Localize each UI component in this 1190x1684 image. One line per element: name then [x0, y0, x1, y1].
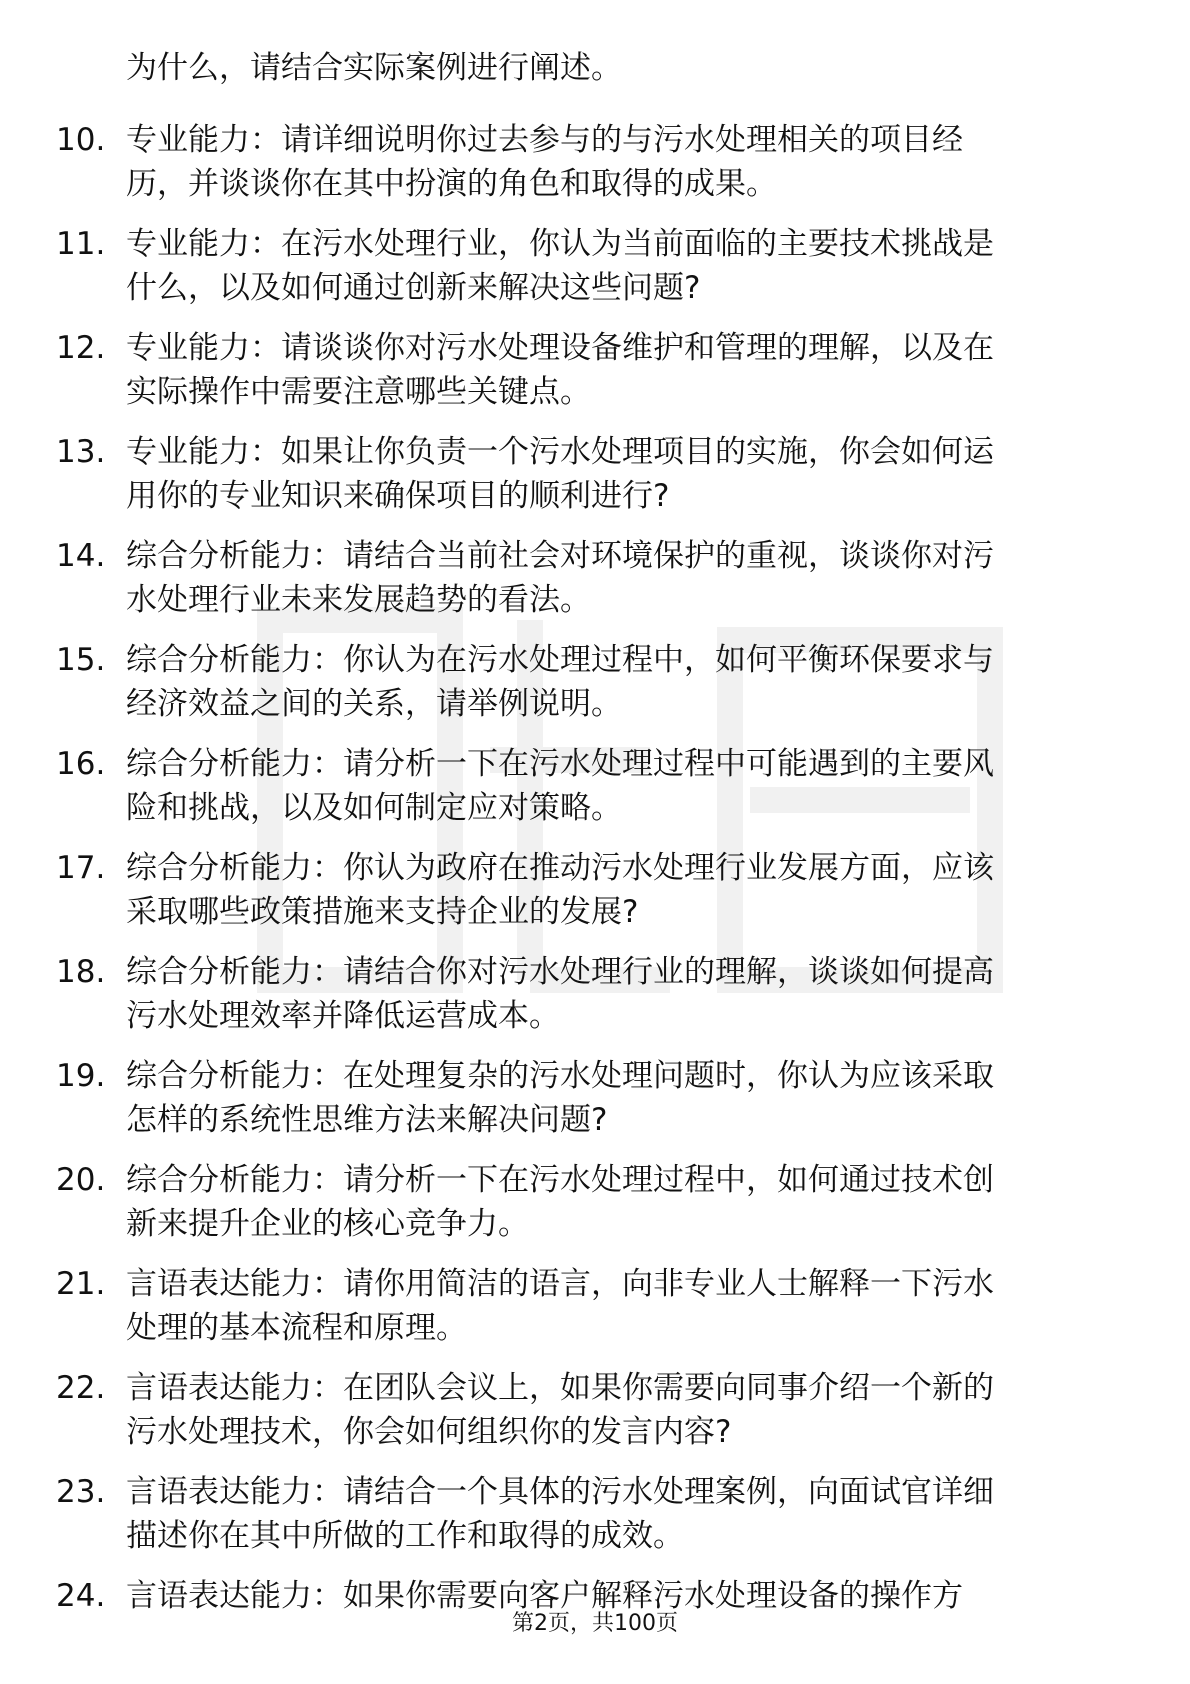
- item-text-line: 综合分析能力：请分析一下在污水处理过程中可能遇到的主要风: [126, 746, 994, 782]
- item-text-line: 专业能力：请详细说明你过去参与的与污水处理相关的项目经: [126, 122, 963, 158]
- page-footer: 第2页，共100页: [512, 1611, 678, 1636]
- item-text-line: 专业能力：如果让你负责一个污水处理项目的实施，你会如何运: [126, 434, 994, 470]
- item-text-line: 新来提升企业的核心竞争力。: [126, 1206, 529, 1242]
- item-text-line: 描述你在其中所做的工作和取得的成效。: [126, 1518, 684, 1554]
- item-number: 21.: [56, 1266, 106, 1302]
- item-text-line: 经济效益之间的关系，请举例说明。: [126, 686, 622, 722]
- item-number: 24.: [56, 1578, 106, 1614]
- item-text-line: 综合分析能力：你认为在污水处理过程中，如何平衡环保要求与: [126, 642, 994, 678]
- list-item: [0, 534, 1190, 638]
- list-item: [0, 950, 1190, 1054]
- item-text-line: 言语表达能力：请结合一个具体的污水处理案例，向面试官详细: [126, 1474, 994, 1510]
- item-number: 20.: [56, 1162, 106, 1198]
- continuation-text: 为什么，请结合实际案例进行阐述。: [126, 50, 622, 86]
- item-number: 11.: [56, 226, 106, 262]
- item-text-line: 什么，以及如何通过创新来解决这些问题?: [126, 270, 701, 306]
- item-text-line: 专业能力：在污水处理行业，你认为当前面临的主要技术挑战是: [126, 226, 994, 262]
- list-item: [0, 1262, 1190, 1366]
- list-item: [0, 430, 1190, 534]
- item-number: 23.: [56, 1474, 106, 1510]
- item-number: 12.: [56, 330, 106, 366]
- list-item: [0, 1158, 1190, 1262]
- list-item: [0, 846, 1190, 950]
- item-text-line: 言语表达能力：如果你需要向客户解释污水处理设备的操作方: [126, 1578, 963, 1614]
- list-item: [0, 1470, 1190, 1574]
- item-number: 14.: [56, 538, 106, 574]
- list-item: [0, 638, 1190, 742]
- item-text-line: 综合分析能力：你认为政府在推动污水处理行业发展方面，应该: [126, 850, 994, 886]
- list-item: [0, 1054, 1190, 1158]
- item-text-line: 实际操作中需要注意哪些关键点。: [126, 374, 591, 410]
- item-number: 10.: [56, 122, 106, 158]
- question-list: [0, 118, 1190, 1678]
- list-item: [0, 742, 1190, 846]
- item-text-line: 综合分析能力：在处理复杂的污水处理问题时，你认为应该采取: [126, 1058, 994, 1094]
- list-item: [0, 326, 1190, 430]
- item-text-line: 专业能力：请谈谈你对污水处理设备维护和管理的理解，以及在: [126, 330, 994, 366]
- item-text-line: 综合分析能力：请结合你对污水处理行业的理解，谈谈如何提高: [126, 954, 994, 990]
- item-text-line: 采取哪些政策措施来支持企业的发展?: [126, 894, 639, 930]
- item-text-line: 污水处理效率并降低运营成本。: [126, 998, 560, 1034]
- item-number: 22.: [56, 1370, 106, 1406]
- item-text-line: 言语表达能力：在团队会议上，如果你需要向同事介绍一个新的: [126, 1370, 994, 1406]
- item-text-line: 怎样的系统性思维方法来解决问题?: [126, 1102, 608, 1138]
- item-number: 13.: [56, 434, 106, 470]
- item-text-line: 言语表达能力：请你用简洁的语言，向非专业人士解释一下污水: [126, 1266, 994, 1302]
- list-item: [0, 222, 1190, 326]
- item-text-line: 污水处理技术，你会如何组织你的发言内容?: [126, 1414, 732, 1450]
- item-text-line: 综合分析能力：请分析一下在污水处理过程中，如何通过技术创: [126, 1162, 994, 1198]
- item-number: 17.: [56, 850, 106, 886]
- item-number: 15.: [56, 642, 106, 678]
- item-text-line: 综合分析能力：请结合当前社会对环境保护的重视，谈谈你对污: [126, 538, 994, 574]
- list-item: [0, 1366, 1190, 1470]
- item-text-line: 用你的专业知识来确保项目的顺利进行?: [126, 478, 670, 514]
- item-number: 16.: [56, 746, 106, 782]
- item-number: 19.: [56, 1058, 106, 1094]
- item-number: 18.: [56, 954, 106, 990]
- item-text-line: 险和挑战，以及如何制定应对策略。: [126, 790, 622, 826]
- item-text-line: 水处理行业未来发展趋势的看法。: [126, 582, 591, 618]
- list-item: [0, 118, 1190, 222]
- item-text-line: 历，并谈谈你在其中扮演的角色和取得的成果。: [126, 166, 777, 202]
- item-text-line: 处理的基本流程和原理。: [126, 1310, 467, 1346]
